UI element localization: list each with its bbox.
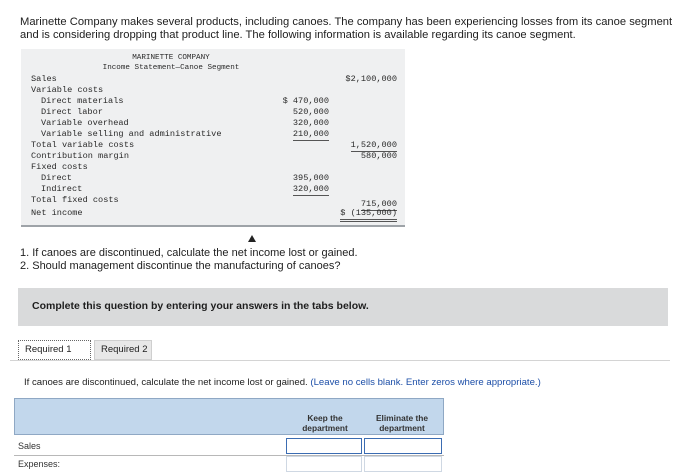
column-eliminate-department: Eliminate the department bbox=[375, 413, 429, 433]
row-total-fixed: Total fixed costs 715,000 bbox=[31, 195, 397, 209]
mouse-cursor-icon bbox=[248, 235, 256, 242]
question-2: 2. Should management discontinue the manufacturing of canoes? bbox=[20, 260, 341, 272]
tab-required-2[interactable]: Required 2 bbox=[94, 340, 152, 360]
expenses-keep-cell bbox=[286, 456, 362, 472]
row-label-expenses: Expenses: bbox=[18, 459, 61, 469]
statement-company: MARINETTE COMPANY bbox=[132, 54, 210, 62]
row-variable-costs: Variable costs bbox=[31, 85, 104, 95]
column-keep-department: Keep the department bbox=[302, 413, 348, 433]
row-sales: Sales $2,100,000 bbox=[31, 74, 397, 84]
question-list bbox=[20, 247, 358, 273]
panel-note: (Leave no cells blank. Enter zeros where appropriate.) bbox=[310, 377, 541, 388]
instructions-banner: Complete this question by entering your answers in the tabs below. bbox=[18, 288, 668, 326]
row-fixed-indirect: Indirect 320,000 bbox=[41, 184, 329, 194]
expenses-eliminate-cell bbox=[364, 456, 442, 472]
row-fixed-costs: Fixed costs bbox=[31, 162, 88, 172]
row-contribution-margin: Contribution margin 580,000 bbox=[31, 151, 397, 161]
tab-required-1[interactable]: Required 1 bbox=[18, 340, 91, 360]
sales-eliminate-input[interactable] bbox=[364, 438, 442, 454]
row-total-variable: Total variable costs 1,520,000 bbox=[31, 140, 397, 150]
problem-intro: Marinette Company makes several products, including canoes. The company has been experiencing losses from its canoe segment and is considering dropping that product line. The following information is available regarding its canoe segment. bbox=[20, 16, 673, 41]
row-variable-selling: Variable selling and administrative 210,000 bbox=[41, 129, 329, 139]
row-label-sales: Sales bbox=[18, 441, 41, 451]
row-direct-labor: Direct labor 520,000 bbox=[41, 107, 329, 117]
sales-keep-input[interactable] bbox=[286, 438, 362, 454]
row-variable-overhead: Variable overhead 320,000 bbox=[41, 118, 329, 128]
panel-instruction: If canoes are discontinued, calculate the net income lost or gained. (Leave no cells blank. Enter zeros where appropriate.) bbox=[24, 377, 541, 388]
row-net-income: Net income $ (135,000) bbox=[21, 208, 405, 219]
sales-value: $2,100,000 bbox=[345, 74, 397, 84]
income-statement bbox=[21, 49, 405, 227]
row-fixed-direct: Direct 395,000 bbox=[41, 173, 329, 183]
answer-table bbox=[14, 398, 444, 472]
tab-panel-required-1 bbox=[10, 360, 670, 472]
statement-title: Income Statement—Canoe Segment bbox=[102, 64, 240, 72]
question-1: 1. If canoes are discontinued, calculate the net income lost or gained. bbox=[20, 247, 358, 259]
row-direct-materials: Direct materials $ 470,000 bbox=[41, 96, 329, 106]
